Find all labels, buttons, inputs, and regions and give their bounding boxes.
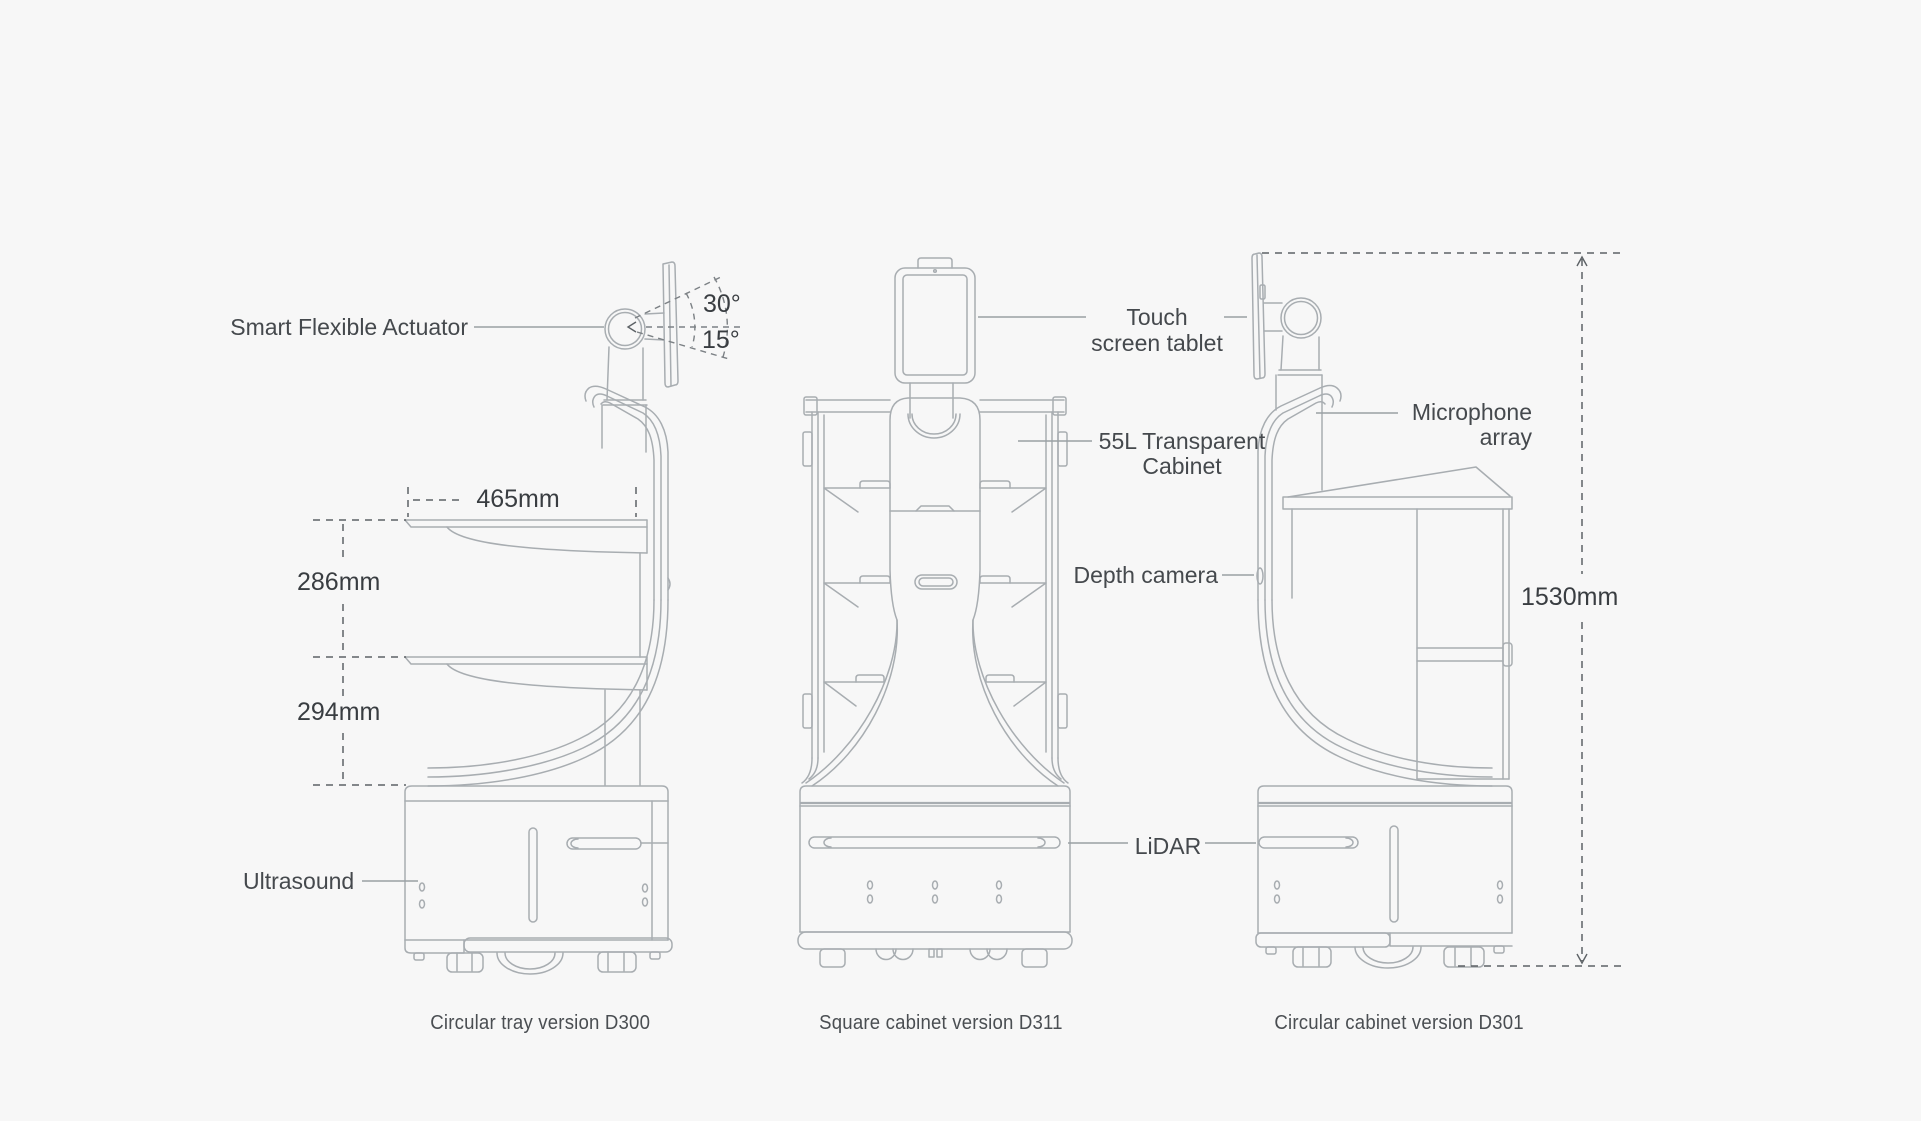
label-angle-30: 30° xyxy=(703,290,741,318)
caption-d301-text: Circular cabinet version D301 xyxy=(1274,1012,1524,1034)
annotation-leader-lines xyxy=(362,317,1398,881)
microphone-line1: Microphone xyxy=(1411,399,1532,425)
label-touch-screen-tablet xyxy=(1090,304,1224,356)
microphone-line2: array xyxy=(1479,424,1532,450)
dim-tray-width-465mm: 465mm xyxy=(476,485,560,513)
label-lidar: LiDAR xyxy=(1134,833,1202,859)
dim-tray-gap-294mm: 294mm xyxy=(297,698,381,726)
robot-d301-drawing xyxy=(1252,253,1512,968)
caption-d311 xyxy=(801,1011,1081,1035)
label-ultrasound: Ultrasound xyxy=(243,868,355,894)
label-smart-flexible-actuator: Smart Flexible Actuator xyxy=(230,314,468,340)
label-depth-camera: Depth camera xyxy=(1073,562,1218,588)
label-microphone-array xyxy=(1400,400,1532,450)
caption-d300 xyxy=(400,1011,680,1035)
dim-tray-gap-286mm: 286mm xyxy=(297,568,381,596)
dim-overall-height-1530mm: 1530mm xyxy=(1521,583,1619,611)
robot-d300-drawing xyxy=(405,262,678,974)
label-55l-transparent-cabinet xyxy=(1082,429,1282,479)
caption-d311-text: Square cabinet version D311 xyxy=(819,1012,1063,1034)
cabinet-line2: Cabinet xyxy=(1142,453,1222,479)
touch-tablet-line2: screen tablet xyxy=(1091,330,1223,356)
caption-d301 xyxy=(1259,1011,1539,1035)
touch-tablet-line1: Touch xyxy=(1126,304,1188,330)
caption-d300-text: Circular tray version D300 xyxy=(430,1012,650,1034)
cabinet-line1: 55L Transparent xyxy=(1098,428,1266,454)
label-angle-15: 15° xyxy=(702,326,740,354)
robot-d311-drawing xyxy=(798,258,1072,967)
